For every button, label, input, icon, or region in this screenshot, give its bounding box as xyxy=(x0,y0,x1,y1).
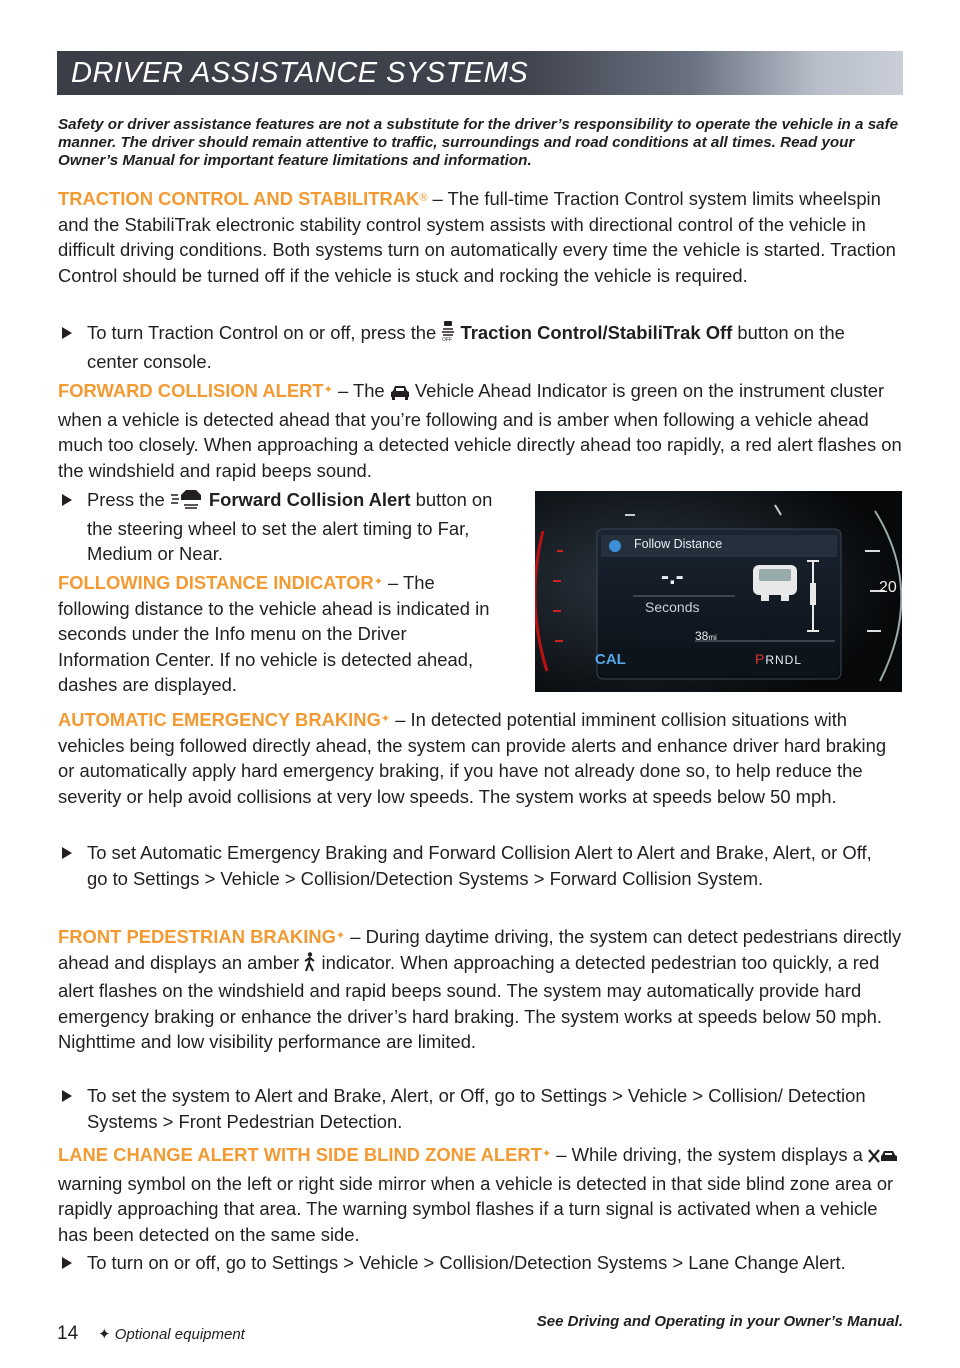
gear-indicator: PRNDL xyxy=(755,651,803,667)
safety-disclaimer: Safety or driver assistance features are not a substitute for the driver’s responsibility to operate the vehicle in a safe manner. The driver should remain attentive to traffic, surroundings and road conditions at all times. Read your Owner’s Manual for important feature limitations and information. xyxy=(58,116,899,169)
lca-heading: LANE CHANGE ALERT WITH SIDE BLIND ZONE ALERT xyxy=(58,1144,542,1165)
following-distance-section xyxy=(58,570,498,698)
bullet-text: To set the system to Alert and Brake, Alert, or Off, go to Settings > Vehicle > Collision/ Detection Systems > Front Pedestrian Detection. xyxy=(87,1085,866,1132)
bullet-text: To set Automatic Emergency Braking and Forward Collision Alert to Alert and Brake, Alert, or Off, go to Settings > Vehicle > Collision/Detection Systems > Forward Collision System. xyxy=(87,842,872,889)
range-readout: 38mi xyxy=(695,629,717,643)
automatic-emergency-braking-section xyxy=(58,707,904,809)
header-banner xyxy=(57,51,903,95)
traction-body: – The full-time Traction Control system limits wheelspin and the StabiliTrak electronic stability control system assists with directional control of the vehicle in difficult driving conditions. Both systems turn on automatically every time the vehicle is started. Traction Control should be turned off if the vehicle is stuck and rocking the vehicle is required. xyxy=(58,188,896,286)
traction-control-section xyxy=(58,186,904,288)
lca-body: warning symbol on the left or right side mirror when a vehicle is detected in that side blind zone area or rapidly approaching that area. The warning symbol flashes if a turn signal is activated when a vehicle has been detected on the same side. xyxy=(58,1172,894,1245)
pedestrian-icon xyxy=(304,952,316,979)
bullet-arrow-icon xyxy=(62,1257,72,1269)
lca-body: – While driving, the system displays a xyxy=(551,1144,869,1165)
fdi-body: – The following distance to the vehicle ahead is indicated in seconds under the Info menu on the Driver Information Center. If no vehicle is detected ahead, dashes are displayed. xyxy=(58,572,490,695)
registered-mark: ® xyxy=(419,192,428,204)
side-blind-zone-icon xyxy=(868,1145,898,1171)
fdi-heading: FOLLOWING DISTANCE INDICATOR xyxy=(58,572,374,593)
fca-bullet xyxy=(62,487,507,567)
traction-control-icon xyxy=(441,320,455,349)
speedometer-mark: 20 xyxy=(879,579,897,596)
traction-bullet xyxy=(62,320,892,374)
bullet-bold-text: Forward Collision Alert xyxy=(208,489,411,510)
fpb-body: – During daytime driving, the system can detect pedestrians directly ahead and displays an amber xyxy=(58,926,902,973)
lca-bullet xyxy=(62,1250,892,1276)
bullet-arrow-icon xyxy=(62,847,72,859)
forward-collision-alert-icon xyxy=(170,489,204,516)
fpb-heading: FRONT PEDESTRIAN BRAKING xyxy=(58,926,336,947)
aeb-bullet xyxy=(62,840,892,891)
page-number: 14 xyxy=(57,1323,79,1344)
bullet-bold-text: Traction Control/StabiliTrak Off xyxy=(460,322,733,343)
fpb-bullet xyxy=(62,1083,892,1134)
fpb-body: indicator. When approaching a detected pedestrian too quickly, a red alert flashes on the windshield and rapid beeps sound. The system may automatically provide hard emergency braking or enhance the driver’s hard braking. The system works at speeds below 50 mph. Nighttime and low visibility performance are limited. xyxy=(58,951,882,1052)
bullet-text: button on the center console. xyxy=(87,322,845,372)
optional-equipment-note: ✦ Optional equipment xyxy=(98,1326,245,1343)
optional-mark: ✦ xyxy=(323,384,333,396)
bullet-text: To turn on or off, go to Settings > Vehicle > Collision/Detection Systems > Lane Change Alert. xyxy=(87,1252,846,1273)
fca-body: – The xyxy=(332,380,390,401)
cal-label: CAL xyxy=(595,651,626,668)
optional-mark: ✦ xyxy=(380,713,391,725)
aeb-heading: AUTOMATIC EMERGENCY BRAKING xyxy=(58,709,381,730)
fca-body: Vehicle Ahead Indicator is green on the instrument cluster when a vehicle is detected ahead that you’re following and is amber when following a vehicle ahead much too closely. When approaching a detected vehicle directly ahead too rapidly, a red alert flashes on the windshield and rapid beeps sound. xyxy=(58,380,902,481)
bullet-arrow-icon xyxy=(62,494,72,506)
page-title: DRIVER ASSISTANCE SYSTEMS xyxy=(71,57,529,89)
cluster-title: Follow Distance xyxy=(634,537,723,551)
instrument-cluster-photo xyxy=(535,491,902,692)
optional-mark: ✦ xyxy=(335,930,346,942)
optional-mark: ✦ xyxy=(373,576,383,588)
bullet-arrow-icon xyxy=(62,327,72,339)
lane-change-alert-section xyxy=(58,1142,904,1247)
front-pedestrian-braking-section xyxy=(58,924,904,1055)
forward-collision-section xyxy=(58,378,904,483)
vehicle-ahead-icon xyxy=(390,381,410,407)
aeb-body: – In detected potential imminent collision situations with vehicles being followed directly ahead, the system can provide alerts and enhance driver hard braking or automatically apply hard emergency braking, if you have not already done so, to help reduce the severity or help avoid collisions at very low speeds. The system works at speeds below 50 mph. xyxy=(58,709,887,807)
bullet-text: To turn Traction Control on or off, press the xyxy=(87,322,442,343)
cluster-value: -.- xyxy=(661,563,684,590)
bullet-arrow-icon xyxy=(62,1090,72,1102)
svg-text:OFF: OFF xyxy=(442,337,453,342)
optional-mark: ✦ xyxy=(541,1148,552,1160)
fca-heading: FORWARD COLLISION ALERT xyxy=(58,380,324,401)
bullet-text: Press the xyxy=(87,489,170,510)
cluster-unit: Seconds xyxy=(645,599,700,615)
traction-heading: TRACTION CONTROL AND STABILITRAK xyxy=(58,188,420,209)
owners-manual-reference: See Driving and Operating in your Owner’s Manual. xyxy=(536,1313,903,1330)
bullet-text: button on the steering wheel to set the alert timing to Far, Medium or Near. xyxy=(87,489,493,564)
